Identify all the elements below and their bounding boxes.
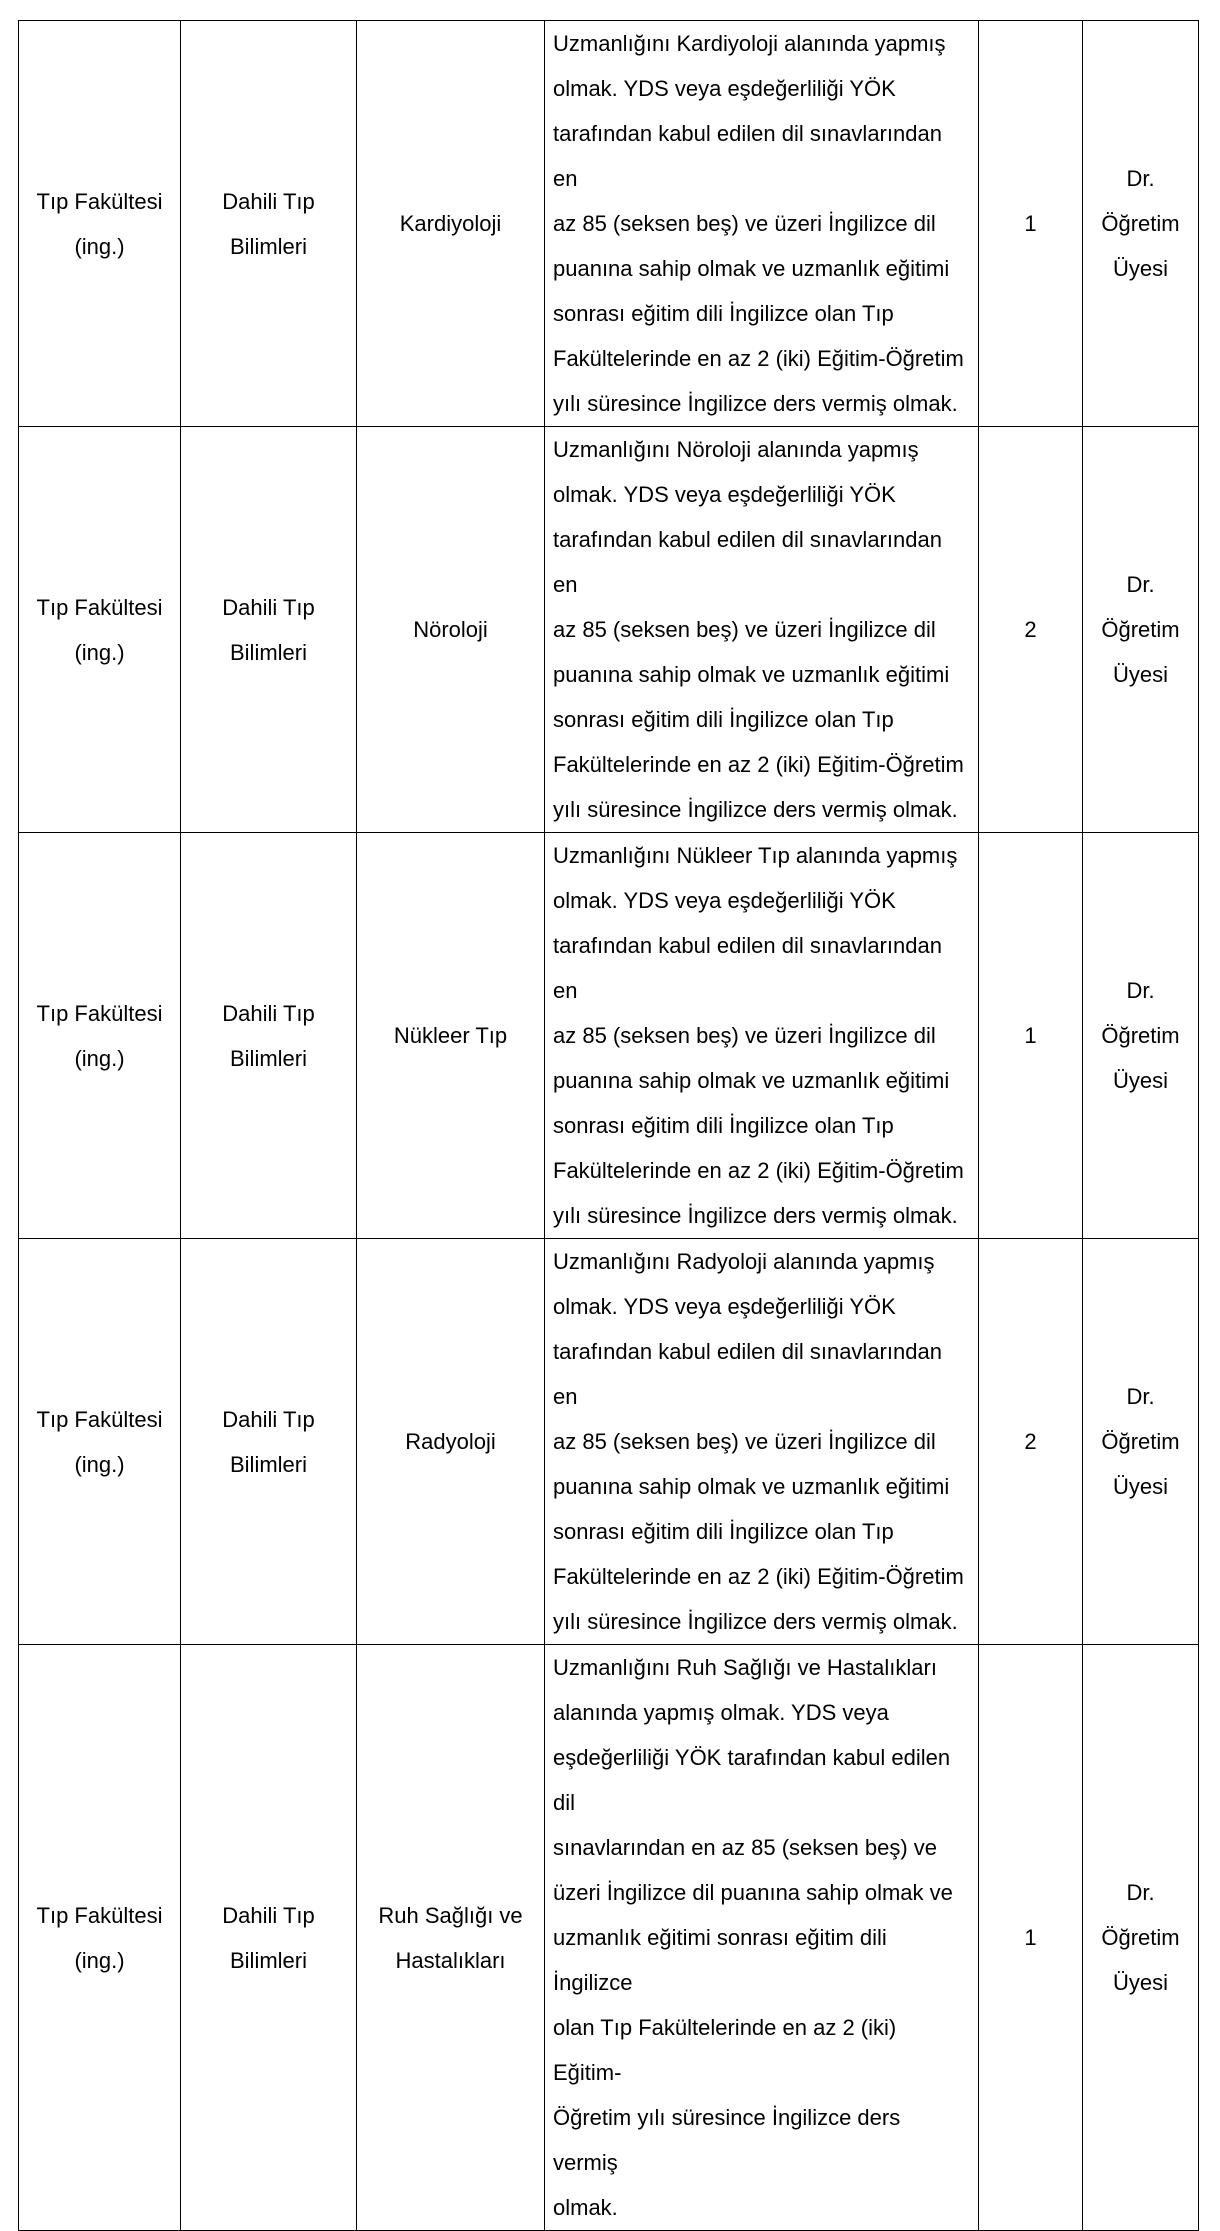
- academic-title-line: Üyesi: [1112, 1970, 1168, 1995]
- requirement-line: az 85 (seksen beş) ve üzeri İngilizce dil: [553, 211, 936, 236]
- faculty-line: Tıp Fakültesi: [36, 1406, 163, 1432]
- faculty-line: (ing.): [74, 1947, 125, 1973]
- program-line: Hastalıkları: [395, 1947, 506, 1973]
- academic-title-line: Öğretim: [1101, 1023, 1180, 1048]
- requirement-line: tarafından kabul edilen dil sınavlarından en: [553, 527, 942, 597]
- program-line: Radyoloji: [405, 1429, 496, 1454]
- faculty-line: (ing.): [74, 639, 125, 665]
- requirement-line: eşdeğerliliği YÖK tarafından kabul edilen dil: [553, 1745, 951, 1815]
- department-cell: [181, 21, 357, 427]
- requirement-line: tarafından kabul edilen dil sınavlarından en: [553, 933, 942, 1003]
- academic-title-line: Öğretim: [1101, 617, 1180, 642]
- department-line: Bilimleri: [230, 1947, 307, 1973]
- requirement-line: Fakültelerinde en az 2 (iki) Eğitim-Öğretim: [553, 1564, 964, 1589]
- requirement-line: sonrası eğitim dili İngilizce olan Tıp: [553, 301, 894, 326]
- requirement-line: uzmanlık eğitimi sonrası eğitim dili İngilizce: [553, 1925, 887, 1995]
- program-cell: [357, 427, 545, 833]
- requirement-line: puanına sahip olmak ve uzmanlık eğitimi: [553, 1068, 950, 1093]
- position-count-cell: 1: [979, 833, 1083, 1239]
- faculty-cell: [19, 1239, 181, 1645]
- department-line: Dahili Tıp: [222, 594, 315, 620]
- requirement-line: olmak. YDS veya eşdeğerliliği YÖK: [553, 1294, 896, 1319]
- academic-title-line: Üyesi: [1112, 662, 1168, 687]
- academic-title-line: Öğretim: [1101, 211, 1180, 236]
- requirement-line: Fakültelerinde en az 2 (iki) Eğitim-Öğretim: [553, 346, 964, 371]
- faculty-line: Tıp Fakültesi: [36, 1000, 163, 1026]
- table-row: [19, 21, 1199, 427]
- academic-title-cell: [1083, 833, 1199, 1239]
- table-row: [19, 1239, 1199, 1645]
- requirement-line: tarafından kabul edilen dil sınavlarından en: [553, 121, 942, 191]
- requirement-line: Uzmanlığını Radyoloji alanında yapmış: [553, 1249, 935, 1274]
- requirement-line: puanına sahip olmak ve uzmanlık eğitimi: [553, 1474, 950, 1499]
- department-cell: [181, 833, 357, 1239]
- requirement-line: olmak. YDS veya eşdeğerliliği YÖK: [553, 888, 896, 913]
- requirement-line: alanında yapmış olmak. YDS veya: [553, 1700, 889, 1725]
- program-cell: [357, 21, 545, 427]
- table-row: [19, 1645, 1199, 2231]
- program-cell: [357, 1645, 545, 2231]
- requirement-cell: [545, 1239, 979, 1645]
- requirement-cell: [545, 21, 979, 427]
- program-line: Nükleer Tıp: [393, 1023, 508, 1048]
- program-line: Kardiyoloji: [399, 211, 502, 236]
- department-line: Bilimleri: [230, 1045, 307, 1071]
- requirement-line: yılı süresince İngilizce ders vermiş olmak.: [553, 797, 958, 822]
- requirement-cell: [545, 833, 979, 1239]
- department-line: Dahili Tıp: [222, 1406, 315, 1432]
- requirement-line: sınavlarından en az 85 (seksen beş) ve: [553, 1835, 938, 1860]
- academic-title-line: Üyesi: [1112, 1474, 1168, 1499]
- department-cell: [181, 1239, 357, 1645]
- academic-title-line: Üyesi: [1112, 1068, 1168, 1093]
- requirement-line: olmak. YDS veya eşdeğerliliği YÖK: [553, 76, 896, 101]
- academic-title-line: Öğretim: [1101, 1925, 1180, 1950]
- academic-title-cell: [1083, 1239, 1199, 1645]
- requirement-line: yılı süresince İngilizce ders vermiş olmak.: [553, 1203, 958, 1228]
- academic-title-line: Dr.: [1126, 166, 1155, 191]
- academic-title-line: Dr.: [1126, 1384, 1155, 1409]
- academic-title-cell: [1083, 1645, 1199, 2231]
- faculty-cell: [19, 21, 181, 427]
- department-line: Dahili Tıp: [222, 1000, 315, 1026]
- table-row: [19, 427, 1199, 833]
- faculty-line: (ing.): [74, 1045, 125, 1071]
- requirement-line: olmak.: [553, 2195, 618, 2220]
- requirement-line: tarafından kabul edilen dil sınavlarından en: [553, 1339, 942, 1409]
- position-count-cell: 2: [979, 1239, 1083, 1645]
- requirement-line: az 85 (seksen beş) ve üzeri İngilizce dil: [553, 1429, 936, 1454]
- requirement-line: sonrası eğitim dili İngilizce olan Tıp: [553, 707, 894, 732]
- requirement-line: yılı süresince İngilizce ders vermiş olmak.: [553, 1609, 958, 1634]
- department-cell: [181, 1645, 357, 2231]
- department-line: Bilimleri: [230, 233, 307, 259]
- table-row: [19, 833, 1199, 1239]
- requirement-line: Uzmanlığını Kardiyoloji alanında yapmış: [553, 31, 946, 56]
- department-line: Bilimleri: [230, 639, 307, 665]
- requirement-cell: [545, 427, 979, 833]
- faculty-cell: [19, 1645, 181, 2231]
- requirement-line: puanına sahip olmak ve uzmanlık eğitimi: [553, 256, 950, 281]
- requirement-line: Öğretim yılı süresince İngilizce ders vermiş: [553, 2105, 901, 2175]
- faculty-line: Tıp Fakültesi: [36, 1902, 163, 1928]
- faculty-line: Tıp Fakültesi: [36, 188, 163, 214]
- requirement-line: Uzmanlığını Nöroloji alanında yapmış: [553, 437, 919, 462]
- faculty-cell: [19, 427, 181, 833]
- table-body: [19, 21, 1199, 2231]
- academic-title-cell: [1083, 427, 1199, 833]
- requirement-line: az 85 (seksen beş) ve üzeri İngilizce dil: [553, 617, 936, 642]
- program-cell: [357, 833, 545, 1239]
- academic-title-line: Dr.: [1126, 978, 1155, 1003]
- requirement-line: Uzmanlığını Nükleer Tıp alanında yapmış: [553, 843, 958, 868]
- academic-title-line: Dr.: [1126, 1880, 1155, 1905]
- requirement-line: Fakültelerinde en az 2 (iki) Eğitim-Öğretim: [553, 752, 964, 777]
- academic-title-line: Üyesi: [1112, 256, 1168, 281]
- requirement-line: olmak. YDS veya eşdeğerliliği YÖK: [553, 482, 896, 507]
- department-line: Bilimleri: [230, 1451, 307, 1477]
- position-count-cell: 1: [979, 21, 1083, 427]
- requirement-line: sonrası eğitim dili İngilizce olan Tıp: [553, 1113, 894, 1138]
- faculty-line: (ing.): [74, 1451, 125, 1477]
- program-line: Nöroloji: [413, 617, 488, 642]
- academic-title-line: Dr.: [1126, 572, 1155, 597]
- requirement-line: az 85 (seksen beş) ve üzeri İngilizce dil: [553, 1023, 936, 1048]
- department-cell: [181, 427, 357, 833]
- requirement-line: olan Tıp Fakültelerinde en az 2 (iki) Eğitim-: [553, 2015, 897, 2085]
- requirement-line: Fakültelerinde en az 2 (iki) Eğitim-Öğretim: [553, 1158, 964, 1183]
- faculty-line: (ing.): [74, 233, 125, 259]
- program-line: Ruh Sağlığı ve: [378, 1902, 523, 1928]
- requirement-line: puanına sahip olmak ve uzmanlık eğitimi: [553, 662, 950, 687]
- requirement-line: yılı süresince İngilizce ders vermiş olmak.: [553, 391, 958, 416]
- requirement-line: Uzmanlığını Ruh Sağlığı ve Hastalıkları: [553, 1655, 937, 1680]
- position-count-cell: 2: [979, 427, 1083, 833]
- faculty-cell: [19, 833, 181, 1239]
- requirement-line: sonrası eğitim dili İngilizce olan Tıp: [553, 1519, 894, 1544]
- academic-title-line: Öğretim: [1101, 1429, 1180, 1454]
- requirement-cell: [545, 1645, 979, 2231]
- position-count-cell: 1: [979, 1645, 1083, 2231]
- academic-title-cell: [1083, 21, 1199, 427]
- department-line: Dahili Tıp: [222, 1902, 315, 1928]
- positions-table: [18, 20, 1199, 2231]
- department-line: Dahili Tıp: [222, 188, 315, 214]
- faculty-line: Tıp Fakültesi: [36, 594, 163, 620]
- requirement-line: üzeri İngilizce dil puanına sahip olmak ve: [553, 1880, 953, 1905]
- program-cell: [357, 1239, 545, 1645]
